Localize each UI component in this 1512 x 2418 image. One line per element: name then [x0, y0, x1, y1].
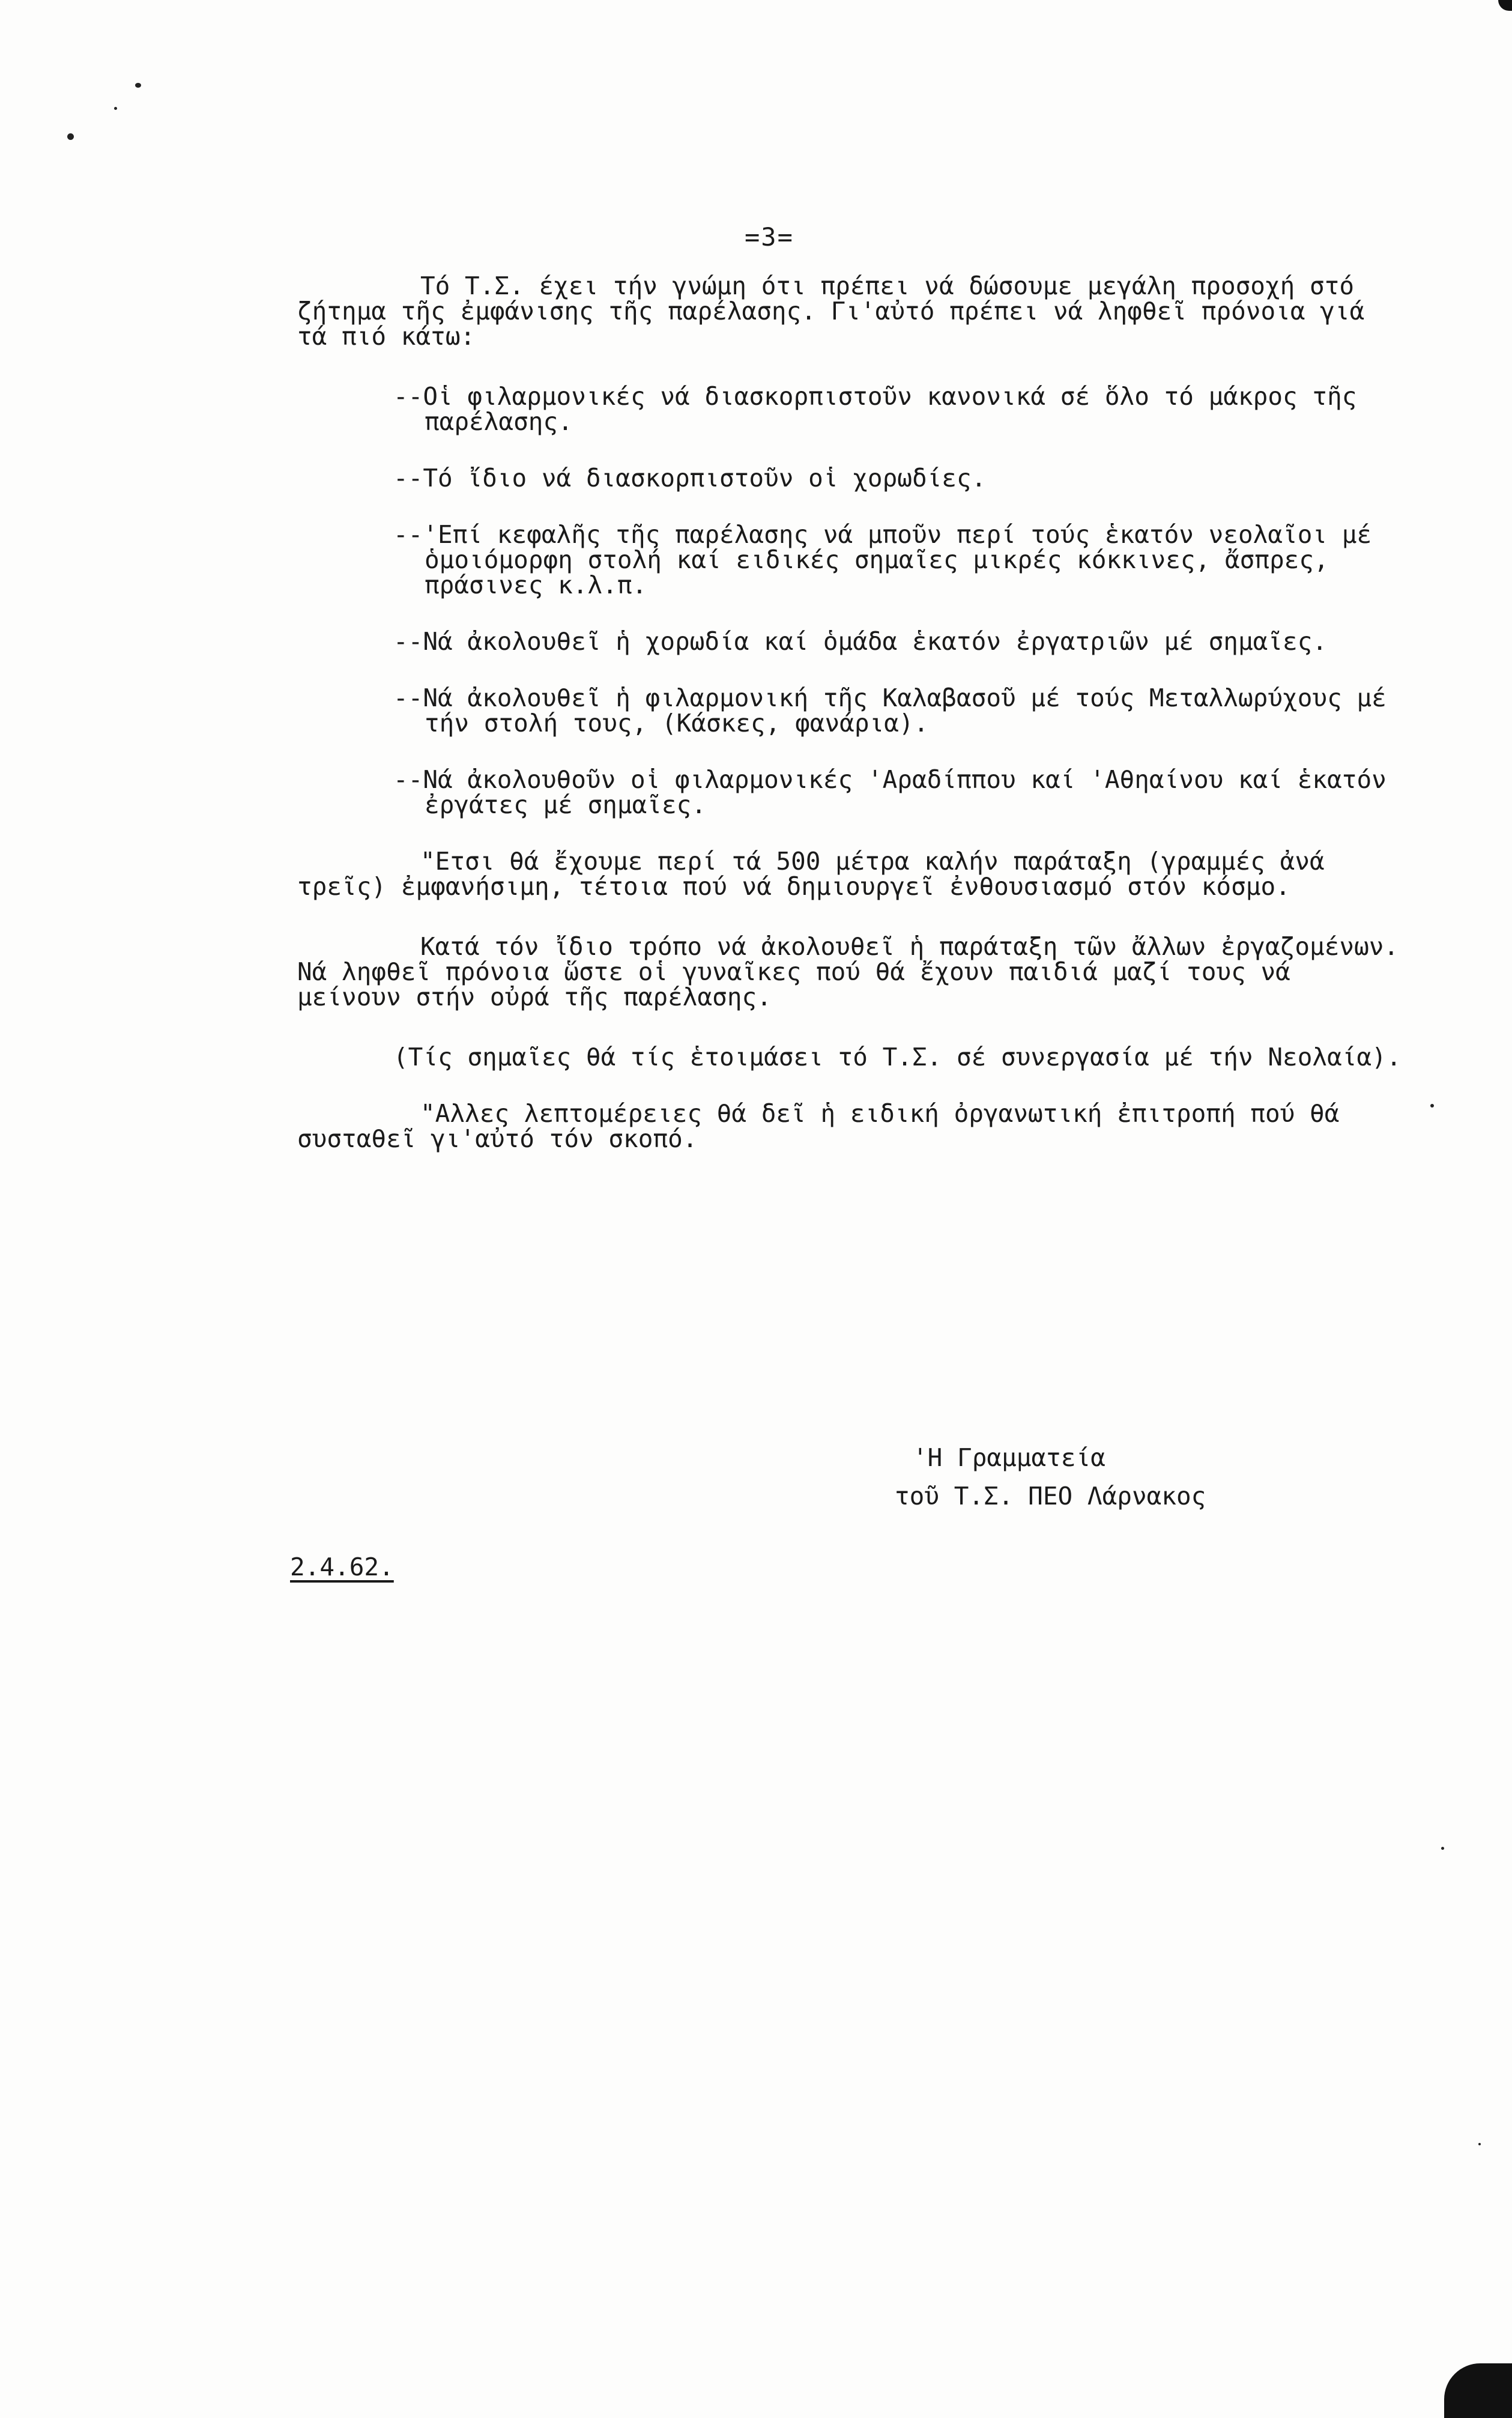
- scan-speck: [135, 83, 141, 88]
- scan-speck: [1478, 2143, 1481, 2145]
- scan-speck: [1441, 1847, 1444, 1850]
- signature-block: [895, 1438, 1206, 1515]
- scan-edge-shadow: [1444, 2363, 1512, 2418]
- parade-length-paragraph: "Ετσι θά ἔχουμε περί τά 500 μέτρα καλήν παράταξη (γραμμές ἀνά τρεῖς) ἐμφανήσιμη, τέτοια πού νά δημιουργεῖ ἐνθουσιασμό στόν κόσμο.: [297, 847, 1340, 901]
- scan-edge-shadow: [1498, 0, 1512, 11]
- women-children-paragraph: Κατά τόν ἴδιο τρόπο νά ἀκολουθεῖ ἡ παράταξη τῶν ἄλλων ἐργαζομένων. Νά ληφθεῖ πρόνοια ὥστε οἱ γυναῖκες πού θά ἔχουν παιδιά μαζί τους νά μείνουν στήν οὐρά τῆς παρέλασης.: [297, 932, 1414, 1011]
- flags-note: (Τίς σημαῖες θά τίς ἑτοιμάσει τό Τ.Σ. σέ συνεργασία μέ τήν Νεολαία).: [393, 1043, 1402, 1071]
- list-item: --Τό ἴδιο νά διασκορπιστοῦν οἱ χορωδίες.: [393, 464, 987, 492]
- final-paragraph: "Αλλες λεπτομέρειες θά δεῖ ἡ ειδική ὀργανωτική ἐπιτροπή πού θά συσταθεῖ γι'αὐτό τόν σκοπό.: [297, 1099, 1355, 1153]
- page-number: =3=: [745, 222, 794, 252]
- document-body: [297, 271, 1414, 1186]
- intro-paragraph: Τό Τ.Σ. έχει τήν γνώμη ότι πρέπει νά δώσουμε μεγάλη προσοχή στό ζήτημα τῆς ἐμφάνισης τῆς παρέλασης. Γι'αὐτό πρέπει νά ληφθεῖ πρόνοια γιά τά πιό κάτω:: [297, 271, 1379, 351]
- list-item: --Νά ἀκολουθεῖ ἡ χορωδία καί ὁμάδα ἑκατόν ἐργατριῶν μέ σημαῖες.: [393, 627, 1328, 656]
- list-item: --Νά ἀκολουθεῖ ἡ φιλαρμονική τῆς Καλαβασοῦ μέ τούς Μεταλλωρύχους μέ τήν στολή τους, (Κάσκες, φανάρια).: [393, 683, 1387, 738]
- scan-speck: [1430, 1104, 1434, 1107]
- list-item: --Οἱ φιλαρμονικές νά διασκορπιστοῦν κανονικά σέ ὅλο τό μάκρος τῆς παρέλασης.: [393, 382, 1357, 436]
- document-date: 2.4.62.: [290, 1553, 394, 1581]
- scan-speck: [114, 107, 117, 110]
- scan-speck: [67, 133, 74, 140]
- signature-line: τοῦ Τ.Σ. ΠΕΟ Λάρνακος: [895, 1482, 1206, 1510]
- signature-line: 'Η Γραμματεία: [913, 1443, 1105, 1472]
- list-item: --Νά ἀκολουθοῦν οἱ φιλαρμονικές 'Αραδίππου καί 'Αθηαίνου καί ἑκατόν ἐργάτες μέ σημαῖες.: [393, 765, 1387, 819]
- list-item: --'Επί κεφαλῆς τῆς παρέλασης νά μποῦν περί τούς ἑκατόν νεολαῖοι μέ ὁμοιόμορφη στολή καί ειδικές σημαῖες μικρές κόκκινες, ἄσπρες, πράσινες κ.λ.π.: [393, 520, 1372, 599]
